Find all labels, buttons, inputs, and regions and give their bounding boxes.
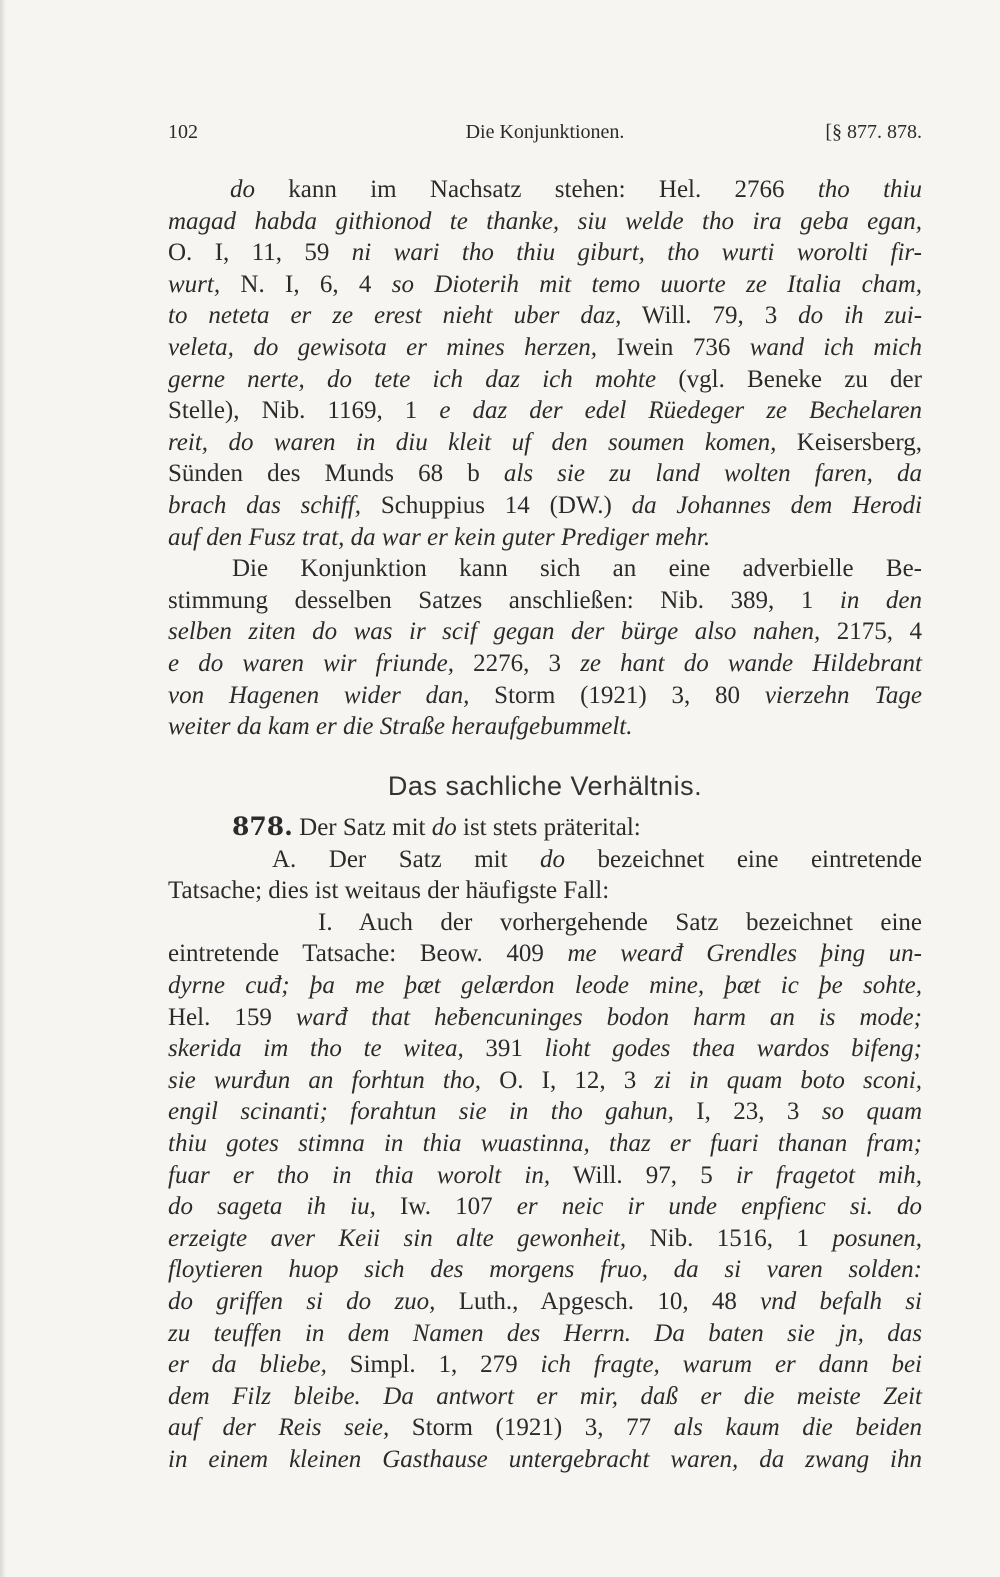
text-line <box>168 1033 922 1065</box>
text-line <box>168 844 922 876</box>
quotation-text: so quam <box>821 1098 922 1126</box>
body-text: Keisersberg, <box>776 428 923 456</box>
body-text: Hel. 159 <box>168 1003 296 1031</box>
quotation-text: in einem kleinen Gasthause untergebracht waren, da zwang ihn <box>168 1445 922 1473</box>
body-text: N. I, 6, 4 <box>220 270 392 298</box>
quotation-text: als sie zu land wolten faren, da <box>503 460 922 488</box>
body-text: Nib. 1516, 1 <box>626 1224 833 1252</box>
body-text: Iwein 736 <box>597 333 750 361</box>
body-text: Simpl. 1, 279 <box>326 1351 541 1379</box>
running-header <box>168 118 922 146</box>
quotation-text: magad habda githionod te thanke, siu welde tho ira geba egan, <box>168 207 922 235</box>
quotation-text: gerne nerte, do tete ich daz ich mohte <box>168 365 657 393</box>
body-text: Stelle), Nib. 1169, 1 <box>168 397 440 425</box>
page-number: 102 <box>168 121 198 143</box>
quotation-text: floytieren huop sich des morgens fruo, da si varen solden: <box>168 1256 922 1284</box>
quotation-text: er da bliebe, <box>168 1351 327 1379</box>
quotation-text: posunen, <box>832 1224 922 1252</box>
text-line <box>168 1065 922 1097</box>
text-line <box>168 938 922 970</box>
quotation-text: ich fragte, warum er dann bei <box>540 1351 922 1379</box>
text-line <box>168 1191 922 1223</box>
text-block-878 <box>168 811 922 1475</box>
quotation-text: thiu gotes stimna in thia wuastinna, thaz er fuari thanan fram; <box>168 1129 922 1157</box>
quotation-text: veleta, do gewisota er mines herzen, <box>168 333 598 361</box>
body-text: bezeichnet eine eintretende <box>565 845 922 873</box>
quotation-text: selben ziten do was ir scif gegan der bürge also nahen, <box>168 618 821 646</box>
quotation-text: do <box>230 176 255 203</box>
text-line <box>168 269 922 301</box>
running-title: Die Konjunktionen. <box>465 121 625 143</box>
text-block-877 <box>168 174 922 743</box>
quotation-text: brach das schiff, <box>168 491 362 519</box>
quotation-text: zu teuffen in dem Namen des Herrn. Da baten sie jn, das <box>168 1319 922 1347</box>
text-line <box>168 585 922 617</box>
quotation-text: sie wurđun an forhtun tho, <box>168 1066 482 1094</box>
text-line <box>168 1002 922 1034</box>
body-text: Tatsache; dies ist weitaus der häufigste Fall: <box>168 877 610 905</box>
text-line <box>168 811 922 844</box>
text-line <box>168 332 922 364</box>
text-line <box>168 490 922 522</box>
quotation-text: do ih zui- <box>798 302 923 330</box>
quotation-text: do <box>431 814 457 841</box>
text-line <box>168 1286 922 1318</box>
paragraph-number: 878. <box>232 812 293 841</box>
quotation-text: do griffen si do zuo, <box>168 1287 436 1315</box>
text-line <box>168 553 922 585</box>
quotation-text: ni wari tho thiu giburt, tho wurti worolti fir- <box>351 239 922 267</box>
body-text: Luth., Apgesch. 10, 48 <box>435 1287 761 1315</box>
body-text: A. Der Satz mit <box>272 845 541 873</box>
body-text: Die Konjunktion kann sich an eine adverbielle Be- <box>232 555 922 583</box>
text-line <box>168 395 922 427</box>
quotation-text: als kaum die beiden <box>673 1414 922 1442</box>
quotation-text: auf der Reis seie, <box>168 1414 390 1442</box>
quotation-text: zi in quam boto sconi, <box>654 1066 922 1094</box>
quotation-text: vierzehn Tage <box>764 681 922 709</box>
quotation-text: do sageta ih iu, <box>168 1193 376 1221</box>
section-heading: Das sachliche Verhältnis. <box>387 771 703 801</box>
quotation-text: me wearđ Grendles þing un- <box>567 940 922 968</box>
scan-edge <box>0 0 6 1577</box>
text-line <box>168 1096 922 1128</box>
quotation-text: fuar er tho in thia worolt in, <box>168 1161 551 1189</box>
text-line <box>168 711 922 743</box>
text-line <box>168 206 922 238</box>
quotation-text: e do waren wir friunde, <box>168 649 455 677</box>
text-line <box>168 300 922 332</box>
quotation-text: da Johannes dem Herodi <box>631 491 922 519</box>
body-text: Der Satz mit <box>292 814 432 841</box>
text-line <box>168 1160 922 1192</box>
quotation-text: engil scinanti; forahtun sie in tho gahun, <box>168 1098 674 1126</box>
quotation-text: von Hagenen wider dan, <box>168 681 470 709</box>
body-text: 2276, 3 <box>454 649 581 677</box>
text-line <box>168 364 922 396</box>
text-line <box>168 458 922 490</box>
text-line <box>168 1128 922 1160</box>
quotation-text: auf den Fusz trat, da war er kein guter Prediger mehr. <box>168 523 711 551</box>
body-text: stimmung desselben Satzes anschließen: Nib. 389, 1 <box>168 586 840 614</box>
body-text: I. Auch der vorhergehende Satz bezeichnet eine <box>318 908 922 936</box>
quotation-text: vnd befalh si <box>760 1287 922 1315</box>
text-line <box>168 875 922 907</box>
quotation-text: lioht godes thea wardos bifeng; <box>544 1035 922 1063</box>
body-text: 2175, 4 <box>820 618 922 646</box>
text-line <box>168 907 922 939</box>
text-line <box>168 1412 922 1444</box>
quotation-text: ze hant do wande Hildebrant <box>580 649 922 677</box>
body-text: (vgl. Beneke zu der <box>656 365 922 393</box>
body-text: Sünden des Munds 68 b <box>168 460 504 488</box>
quotation-text: skerida im tho te witea, <box>168 1035 464 1063</box>
quotation-text: erzeigte aver Keii sin alte gewonheit, <box>168 1224 627 1252</box>
quotation-text: dem Filz bleibe. Da antwort er mir, daß er die meiste Zeit <box>168 1382 922 1410</box>
body-text: Will. 97, 5 <box>550 1161 736 1189</box>
quotation-text: tho thiu <box>817 176 922 203</box>
quotation-text: so Dioterih mit temo uuorte ze Italia cham, <box>391 270 922 298</box>
text-line <box>168 427 922 459</box>
text-line <box>168 522 922 554</box>
quotation-text: reit, do waren in diu kleit uf den soumen komen, <box>168 428 777 456</box>
quotation-text: warđ that heƀencuninges bodon harm an is mode; <box>295 1003 922 1031</box>
text-line <box>168 174 922 206</box>
text-line <box>168 1254 922 1286</box>
body-text: O. I, 11, 59 <box>168 239 352 267</box>
text-line <box>168 1381 922 1413</box>
body-text: I, 23, 3 <box>673 1098 822 1126</box>
text-line <box>168 1444 922 1476</box>
text-line <box>168 237 922 269</box>
body-text: eintretende Tatsache: Beow. 409 <box>168 940 568 968</box>
body-text: kann im Nachsatz stehen: Hel. 2766 <box>255 176 818 203</box>
text-line <box>168 616 922 648</box>
body-text: ist stets präterital: <box>456 814 641 841</box>
quotation-text: er neic ir unde enpfienc si. do <box>516 1193 922 1221</box>
quotation-text: ir fragetot mih, <box>735 1161 922 1189</box>
quotation-text: dyrne cuđ; þa me þæt gelærdon leode mine, þæt ic þe sohte, <box>168 971 922 999</box>
body-text: 391 <box>463 1035 545 1063</box>
text-line <box>168 970 922 1002</box>
quotation-text: e daz der edel Rüedeger ze Bechelaren <box>439 397 922 425</box>
section-reference: [§ 877. 878. <box>825 121 922 143</box>
quotation-text: to neteta er ze erest nieht uber daz, <box>168 302 622 330</box>
text-line <box>168 1349 922 1381</box>
text-line <box>168 648 922 680</box>
quotation-text: do <box>540 845 566 873</box>
text-line <box>168 1223 922 1255</box>
body-text: Iw. 107 <box>375 1193 517 1221</box>
body-text: Storm (1921) 3, 80 <box>469 681 765 709</box>
body-text: Will. 79, 3 <box>621 302 799 330</box>
body-text: Storm (1921) 3, 77 <box>389 1414 674 1442</box>
quotation-text: weiter da kam er die Straße heraufgebummelt. <box>168 713 633 741</box>
body-text: O. I, 12, 3 <box>481 1066 655 1094</box>
quotation-text: wurt, <box>168 270 221 298</box>
body-text: Schuppius 14 (DW.) <box>361 491 632 519</box>
text-line <box>168 1318 922 1350</box>
quotation-text: in den <box>839 586 923 614</box>
text-line <box>168 680 922 712</box>
quotation-text: wand ich mich <box>749 333 922 361</box>
